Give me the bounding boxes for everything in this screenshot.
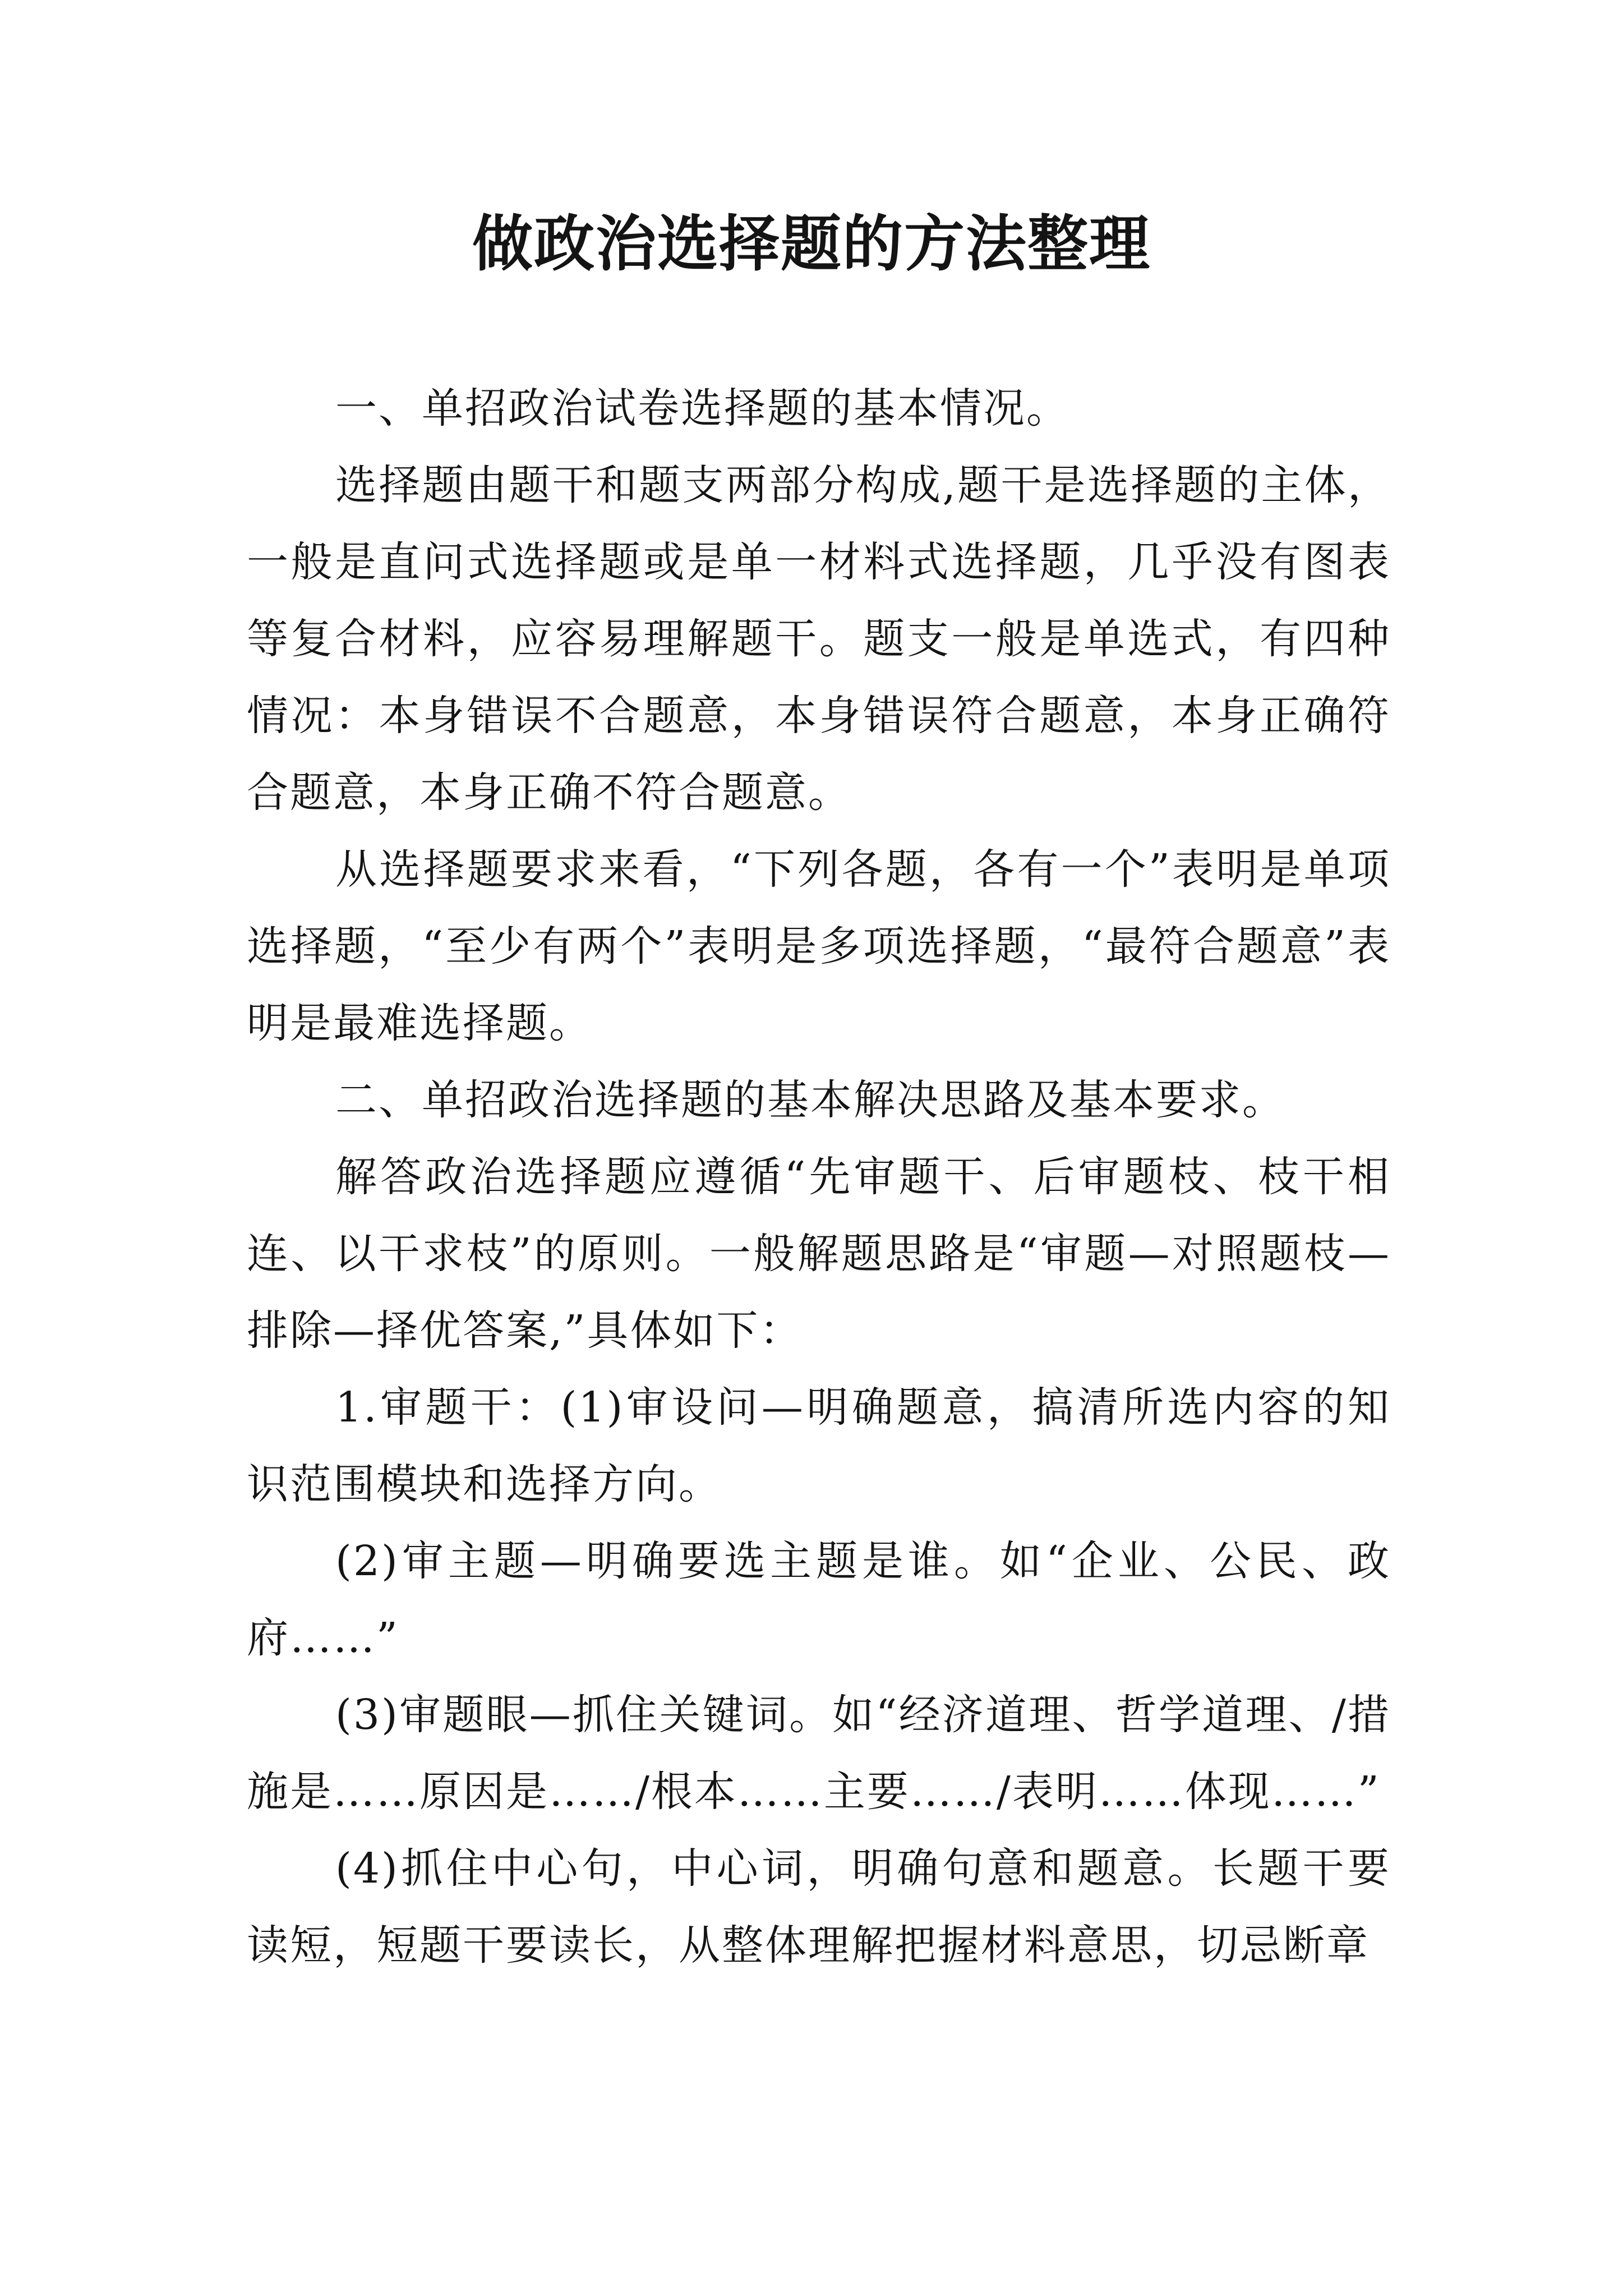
step-4-central-sentence: (4)抓住中心句，中心词，明确句意和题意。长题干要读短，短题干要读长，从整体理解把握材料意思，切忌断章 [247, 1844, 1391, 1970]
document-body [247, 370, 1391, 1984]
paragraph-question-structure: 选择题由题干和题支两部分构成,题干是选择题的主体，一般是直问式选择题或是单一材料式选择题，几乎没有图表等复合材料，应容易理解题干。题支一般是单选式，有四种情况：本身错误不合题意，本身错误符合题意，本身正确符合题意，本身正确不符合题意。 [247, 461, 1391, 817]
paragraph-solving-principle: 解答政治选择题应遵循“先审题干、后审题枝、枝干相连、以干求枝”的原则。一般解题思路是“审题—对照题枝—排除—择优答案,”具体如下： [247, 1153, 1391, 1355]
step-1-review-question: 1.审题干：(1)审设问—明确题意，搞清所选内容的知识范围模块和选择方向。 [247, 1383, 1391, 1508]
step-2-review-subject: (2)审主题—明确要选主题是谁。如“企业、公民、政府……” [247, 1537, 1391, 1662]
paragraph-question-requirements: 从选择题要求来看，“下列各题，各有一个”表明是单项选择题，“至少有两个”表明是多项选择题，“最符合题意”表明是最难选择题。 [247, 845, 1391, 1047]
section-heading-1: 一、单招政治试卷选择题的基本情况。 [335, 384, 1069, 432]
document-title: 做政治选择题的方法整理 [472, 209, 1151, 279]
step-3-review-keywords: (3)审题眼—抓住关键词。如“经济道理、哲学道理、/措施是……原因是……/根本……主要……/表明……体现……” [247, 1691, 1391, 1816]
section-heading-2: 二、单招政治选择题的基本解决思路及基本要求。 [335, 1076, 1285, 1124]
